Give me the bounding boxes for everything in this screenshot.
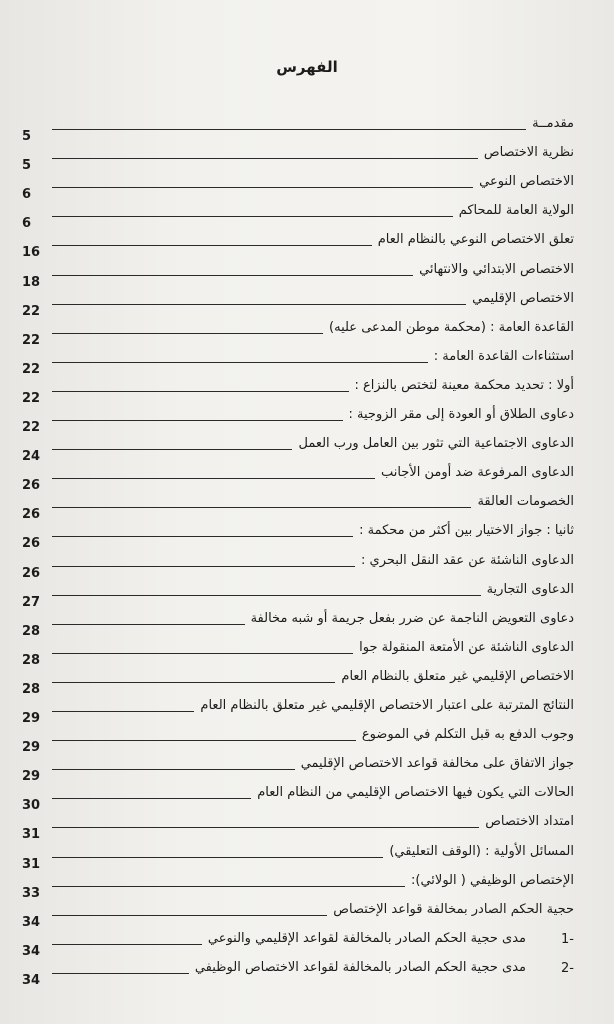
page-title: الفهرس bbox=[276, 58, 338, 76]
toc-entry bbox=[22, 341, 574, 377]
toc-entry bbox=[22, 719, 574, 756]
toc-entry bbox=[22, 428, 574, 465]
toc-entry-page-number: 34 bbox=[22, 972, 41, 988]
toc-entry-page-number: 22 bbox=[22, 390, 41, 406]
toc-entry-label: مدى حجية الحكم الصادر بالمخالفة لقواعد الاختصاص الوظيفي bbox=[194, 959, 526, 975]
toc-entry-page-number: 29 bbox=[22, 740, 41, 756]
toc-leader-line bbox=[52, 740, 356, 741]
toc-entry bbox=[22, 632, 574, 668]
toc-entry bbox=[22, 137, 574, 174]
toc-entry-label: جواز الاتفاق على مخالفة قواعد الاختصاص الإقليمي bbox=[300, 756, 574, 772]
toc-leader-line bbox=[52, 857, 383, 858]
toc-entry-page-number: 34 bbox=[22, 943, 41, 959]
toc-entry-page-number: 26 bbox=[22, 507, 41, 523]
toc-entry-label: ثانيا : جواز الاختيار بين أكثر من محكمة : bbox=[359, 523, 574, 539]
toc-leader-line bbox=[52, 187, 473, 188]
toc-entry bbox=[22, 777, 574, 814]
toc-entry-label: وجوب الدفع به قبل التكلم في الموضوع bbox=[361, 727, 574, 743]
toc-entry-label: حجية الحكم الصادر بمخالفة قواعد الإختصاص bbox=[333, 901, 574, 917]
toc-entry-label: القاعدة العامة : (محكمة موطن المدعى عليه) bbox=[329, 319, 574, 335]
toc-entry-label: الولاية العامة للمحاكم bbox=[458, 203, 574, 219]
toc-entry-marker: 2- bbox=[561, 960, 574, 976]
toc-entry-page-number: 5 bbox=[22, 158, 32, 174]
toc-entry-page-number: 16 bbox=[22, 245, 41, 261]
toc-leader-line bbox=[52, 158, 478, 159]
toc-entry bbox=[22, 486, 574, 523]
toc-leader-line bbox=[52, 478, 375, 479]
toc-entry-marker: 1- bbox=[561, 931, 574, 947]
toc-entry-label: النتائج المترتبة على اعتبار الاختصاص الإقليمي غير متعلق بالنظام العام bbox=[200, 698, 574, 713]
toc-leader-line bbox=[52, 216, 453, 217]
toc-leader-line bbox=[52, 886, 405, 887]
toc-entry-page-number: 34 bbox=[22, 914, 41, 930]
toc-entry-label: الاختصاص الابتدائي والانتهائي bbox=[419, 261, 574, 277]
toc-entry-label: مقدمــة bbox=[532, 116, 574, 131]
toc-entry-page-number: 6 bbox=[22, 187, 32, 203]
toc-entry bbox=[22, 690, 574, 726]
toc-leader-line bbox=[52, 827, 479, 828]
toc-entry bbox=[22, 254, 574, 290]
toc-entry-label: دعاوى التعويض الناجمة عن ضرر بفعل جريمة أو شبه مخالفة bbox=[250, 610, 574, 626]
toc-leader-line bbox=[52, 391, 349, 392]
toc-entry-label: مدى حجية الحكم الصادر بالمخالفة لقواعد الإقليمي والنوعي bbox=[207, 930, 526, 946]
toc-entry-page-number: 33 bbox=[22, 885, 41, 901]
toc-entry bbox=[22, 603, 574, 639]
toc-entry-label: أولا : تحديد محكمة معينة لتختص بالنزاع : bbox=[354, 377, 574, 393]
toc-leader-line bbox=[52, 129, 526, 130]
toc-entry-page-number: 18 bbox=[22, 274, 41, 290]
toc-entry-label: الاختصاص الإقليمي bbox=[472, 290, 574, 306]
toc-entry bbox=[22, 806, 574, 843]
toc-entry bbox=[22, 370, 574, 406]
toc-leader-line bbox=[52, 915, 327, 916]
toc-entry bbox=[22, 166, 574, 203]
toc-entry-page-number: 30 bbox=[22, 798, 41, 814]
toc-entry-page-number: 29 bbox=[22, 769, 41, 785]
toc-leader-line bbox=[52, 304, 466, 305]
toc-entry-label: الدعاوى الناشئة عن عقد النقل البحري : bbox=[361, 552, 574, 568]
toc-entry bbox=[22, 399, 574, 435]
toc-entry-label: تعلق الاختصاص النوعي بالنظام العام bbox=[377, 232, 574, 248]
toc-entry-label: الاختصاص النوعي bbox=[479, 174, 574, 190]
toc-entry-label: الدعاوى الاجتماعية التي تثور بين العامل ورب العمل bbox=[298, 436, 574, 452]
toc-entry-page-number: 26 bbox=[22, 536, 41, 552]
toc-entry-label: الدعاوى التجارية bbox=[486, 581, 574, 597]
toc-entry-label: الاختصاص الإقليمي غير متعلق بالنظام العام bbox=[341, 668, 574, 684]
toc-entry-label: استثناءات القاعدة العامة : bbox=[433, 348, 574, 364]
toc-entry bbox=[22, 865, 574, 901]
toc-entry-page-number: 22 bbox=[22, 361, 41, 377]
toc-entry-label: الدعاوى المرفوعة ضد أومن الأجانب bbox=[380, 465, 574, 481]
toc-entry-page-number: 26 bbox=[22, 478, 41, 494]
toc-entry bbox=[22, 108, 574, 144]
toc-entry-page-number: 5 bbox=[22, 129, 32, 144]
toc-leader-line bbox=[52, 653, 353, 654]
toc-entry-label: الدعاوى الناشئة عن الأمتعة المنقولة جوا bbox=[359, 639, 574, 655]
toc-leader-line bbox=[52, 333, 323, 334]
toc-entry bbox=[22, 195, 574, 232]
toc-entry bbox=[22, 312, 574, 348]
toc-entry bbox=[22, 574, 574, 610]
toc-leader-line bbox=[52, 362, 428, 363]
toc-leader-line bbox=[52, 420, 343, 421]
toc-entry bbox=[22, 545, 574, 581]
toc-entry-page-number: 6 bbox=[22, 216, 32, 232]
toc-entry-page-number: 26 bbox=[22, 565, 41, 581]
toc-entry-label: المسائل الأولية : (الوقف التعليقي) bbox=[389, 843, 574, 859]
toc-leader-line bbox=[52, 536, 353, 537]
toc-entry-label: الإختصاص الوظيفي ( الولائي): bbox=[411, 872, 574, 888]
toc-entry-label: الخصومات العالقة bbox=[477, 494, 574, 510]
toc-entry-label: الحالات التي يكون فيها الاختصاص الإقليمي من النظام العام bbox=[257, 785, 574, 801]
toc-entry-page-number: 22 bbox=[22, 420, 41, 435]
toc-entry-page-number: 29 bbox=[22, 711, 41, 726]
toc-entry bbox=[22, 836, 574, 872]
toc-entry-page-number: 24 bbox=[22, 449, 41, 465]
toc-entry bbox=[22, 457, 574, 494]
toc-entry bbox=[22, 224, 574, 261]
toc-entry-page-number: 31 bbox=[22, 827, 41, 843]
toc-entry-page-number: 28 bbox=[22, 681, 41, 697]
toc-leader-line bbox=[52, 507, 471, 508]
toc-leader-line bbox=[52, 624, 245, 625]
toc-entry-page-number: 27 bbox=[22, 594, 41, 610]
toc-entry bbox=[22, 952, 574, 988]
toc-leader-line bbox=[52, 769, 295, 770]
toc-entry-page-number: 28 bbox=[22, 623, 41, 639]
toc-leader-line bbox=[52, 595, 481, 596]
toc-leader-line bbox=[52, 711, 194, 712]
toc-entry-page-number: 28 bbox=[22, 652, 41, 668]
toc-leader-line bbox=[52, 449, 292, 450]
toc-leader-line bbox=[52, 944, 202, 945]
toc-leader-line bbox=[52, 682, 335, 683]
toc-entry-label: دعاوى الطلاق أو العودة إلى مقر الزوجية : bbox=[348, 407, 574, 422]
toc-entry bbox=[22, 283, 574, 319]
toc-entry-page-number: 22 bbox=[22, 303, 41, 319]
toc-leader-line bbox=[52, 566, 355, 567]
toc-leader-line bbox=[52, 973, 189, 974]
toc-entry-label: نظرية الاختصاص bbox=[483, 145, 574, 161]
toc-leader-line bbox=[52, 245, 372, 246]
toc-entry-page-number: 22 bbox=[22, 332, 41, 348]
toc-entry-page-number: 31 bbox=[22, 856, 41, 872]
toc-entry-label: امتداد الاختصاص bbox=[485, 814, 574, 830]
toc-leader-line bbox=[52, 798, 251, 799]
toc-entry bbox=[22, 748, 574, 785]
toc-entry bbox=[22, 661, 574, 697]
toc-entry bbox=[22, 923, 574, 959]
toc-entry bbox=[22, 515, 574, 552]
toc-leader-line bbox=[52, 275, 413, 276]
toc-entry bbox=[22, 894, 574, 930]
